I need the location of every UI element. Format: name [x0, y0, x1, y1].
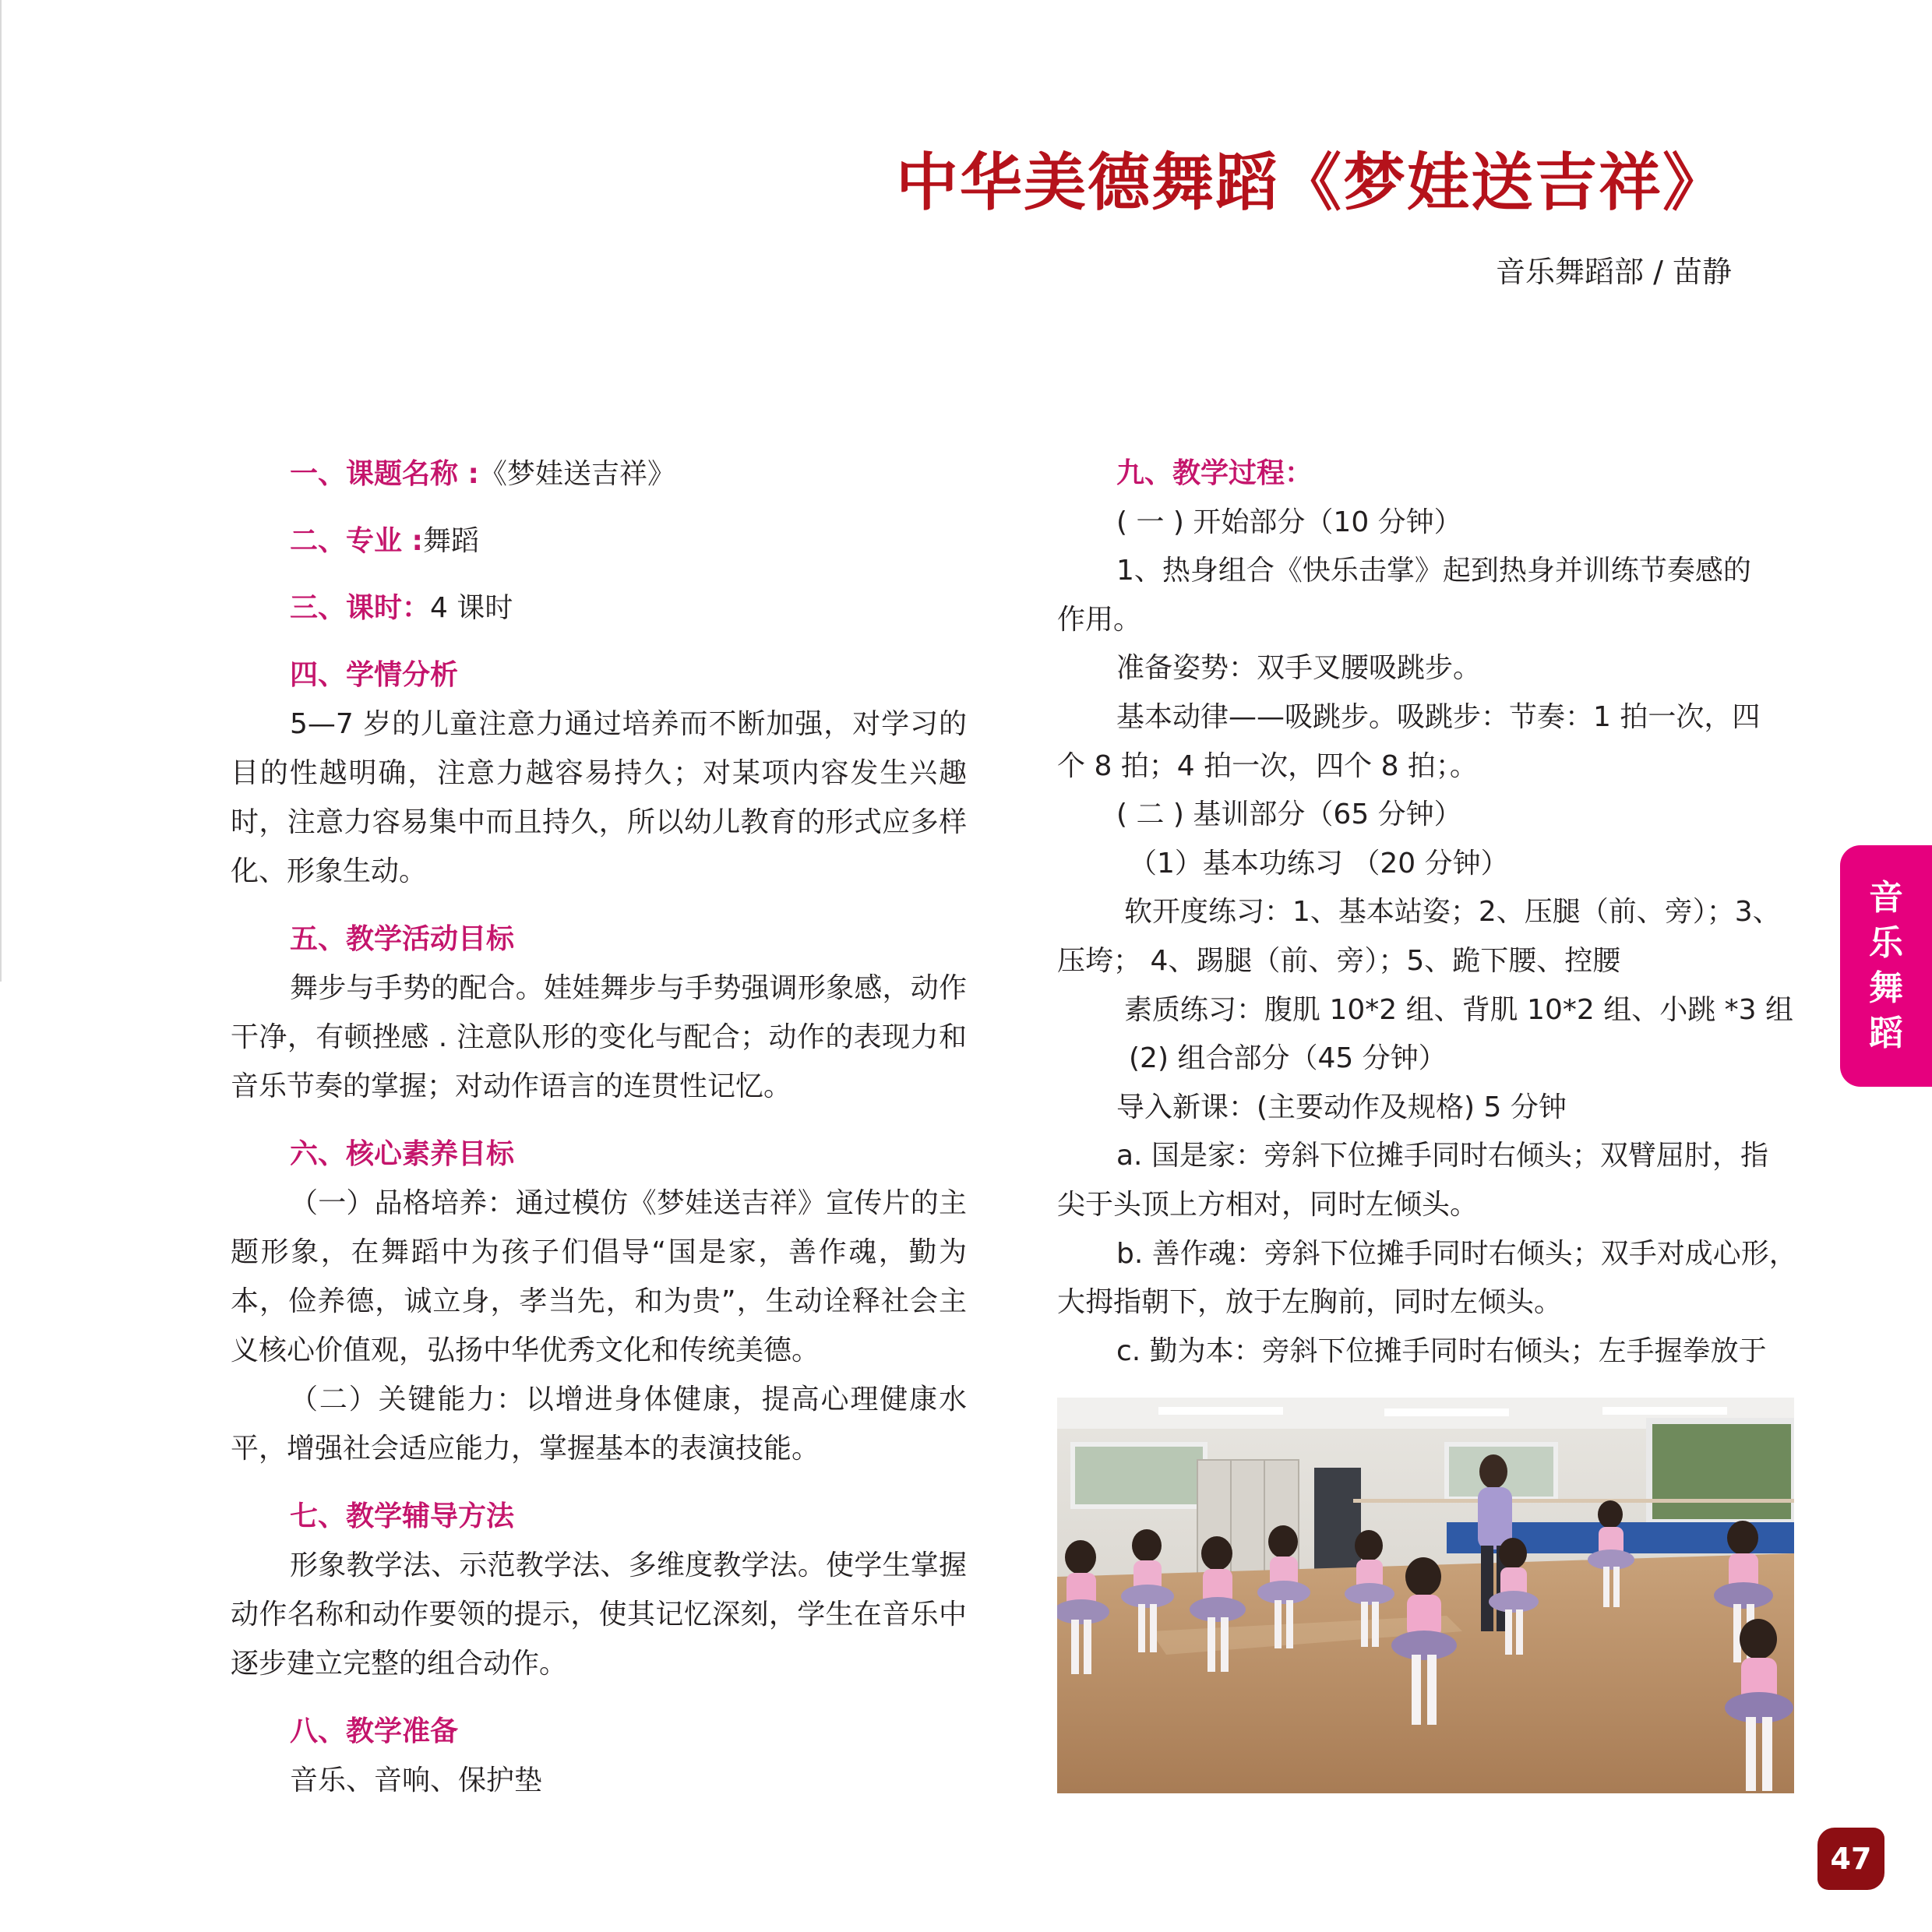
process-line: (2) 组合部分（45 分钟） [1129, 1042, 1447, 1075]
process-line: 作用。 [1057, 603, 1142, 636]
process-line: c. 勤为本：旁斜下位摊手同时右倾头；左手握拳放于 [1116, 1334, 1767, 1367]
process-line: b. 善作魂：旁斜下位摊手同时右倾头；双手对成心形， [1116, 1237, 1797, 1270]
section-1-heading: 一、课题名称 :《梦娃送吉祥》 [290, 458, 675, 490]
process-line: 大拇指朝下，放于左胸前，同时左倾头。 [1057, 1286, 1563, 1319]
section-3-heading: 三、课时：4 课时 [290, 592, 513, 624]
process-line: （1）基本功练习 （20 分钟） [1129, 847, 1509, 880]
section-7-body: 形象教学法、示范教学法、多维度教学法。使学生掌握动作名称和动作要领的提示，使其记忆深刻，学生在音乐中逐步建立完整的组合动作。 [231, 1549, 967, 1680]
process-line: ( 二 ) 基训部分（65 分钟） [1116, 799, 1462, 831]
side-tab-char: 蹈 [1869, 1014, 1903, 1053]
section-3-value: 4 课时 [430, 592, 513, 624]
left-column [231, 450, 967, 1805]
section-5-body: 舞步与手势的配合。娃娃舞步与手势强调形象感，动作干净，有顿挫感 . 注意队形的变化与配合；动作的表现力和音乐节奏的掌握；对动作语言的连贯性记忆。 [231, 972, 967, 1102]
process-line: 导入新课：(主要动作及规格) 5 分钟 [1116, 1091, 1567, 1123]
process-line: a. 国是家：旁斜下位摊手同时右倾头；双臂屈肘，指 [1116, 1140, 1768, 1172]
dance-class-illustration [1057, 1398, 1794, 1793]
section-side-tab [1840, 845, 1932, 1087]
section-6-body-1: （一）品格培养：通过模仿《梦娃送吉祥》宣传片的主题形象，在舞蹈中为孩子们倡导“国是家，善作魂，勤为本，俭养德，诚立身，孝当先，和为贵”，生动诠释社会主义核心价值观，弘扬中华优秀文化和传统美德。 [231, 1187, 967, 1366]
section-4-heading: 四、学情分析 [290, 659, 459, 691]
section-6-body-2: （二）关键能力：以增进身体健康，提高心理健康水平，增强社会适应能力，掌握基本的表演技能。 [231, 1384, 967, 1465]
section-8-body: 音乐、音响、保护垫 [290, 1765, 543, 1796]
section-2-value: 舞蹈 [422, 525, 479, 557]
section-9-heading: 九、教学过程： [1116, 457, 1313, 489]
section-1-value: 《梦娃送吉祥》 [478, 458, 675, 490]
section-7-heading: 七、教学辅导方法 [290, 1500, 515, 1532]
process-line: 素质练习：腹肌 10*2 组、背肌 10*2 组、小跳 *3 组 [1124, 993, 1793, 1026]
process-line: 1、热身组合《快乐击掌》起到热身并训练节奏感的 [1116, 555, 1751, 587]
page-number-badge [1817, 1828, 1884, 1890]
section-6-heading: 六、核心素养目标 [290, 1138, 515, 1170]
section-5-heading: 五、教学活动目标 [290, 923, 515, 955]
process-line: 基本动律——吸跳步。吸跳步：节奏：1 拍一次，四 [1116, 700, 1761, 733]
right-column [1057, 450, 1796, 1376]
side-tab-char: 舞 [1869, 968, 1903, 1008]
page-spine-line [0, 0, 2, 982]
dance-class-photo [1057, 1398, 1794, 1793]
process-line: 压垮； 4、踢腿（前、旁）；5、跪下腰、控腰 [1057, 944, 1621, 977]
article-title: 中华美德舞蹈《梦娃送吉祥》 [896, 146, 1726, 219]
process-line: 准备姿势：双手叉腰吸跳步。 [1116, 652, 1482, 685]
process-line: 软开度练习：1、基本站姿；2、压腿（前、旁）；3、 [1124, 896, 1781, 929]
section-2-heading: 二、专业 :舞蹈 [290, 525, 479, 557]
article-author: 音乐舞蹈部 / 苗静 [1496, 255, 1732, 289]
side-tab-char: 音 [1869, 878, 1903, 918]
section-4-body: 5—7 岁的儿童注意力通过培养而不断加强，对学习的目的性越明确，注意力越容易持久；对某项内容发生兴趣时，注意力容易集中而且持久，所以幼儿教育的形式应多样化、形象生动。 [231, 708, 967, 887]
process-line: 尖于头顶上方相对，同时左倾头。 [1057, 1188, 1479, 1221]
process-line: ( 一 ) 开始部分（10 分钟） [1116, 506, 1462, 538]
side-tab-char: 乐 [1869, 923, 1903, 963]
page-number: 47 [1830, 1842, 1872, 1876]
process-line: 个 8 拍；4 拍一次，四个 8 拍；。 [1057, 749, 1478, 782]
section-8-heading: 八、教学准备 [290, 1715, 459, 1747]
